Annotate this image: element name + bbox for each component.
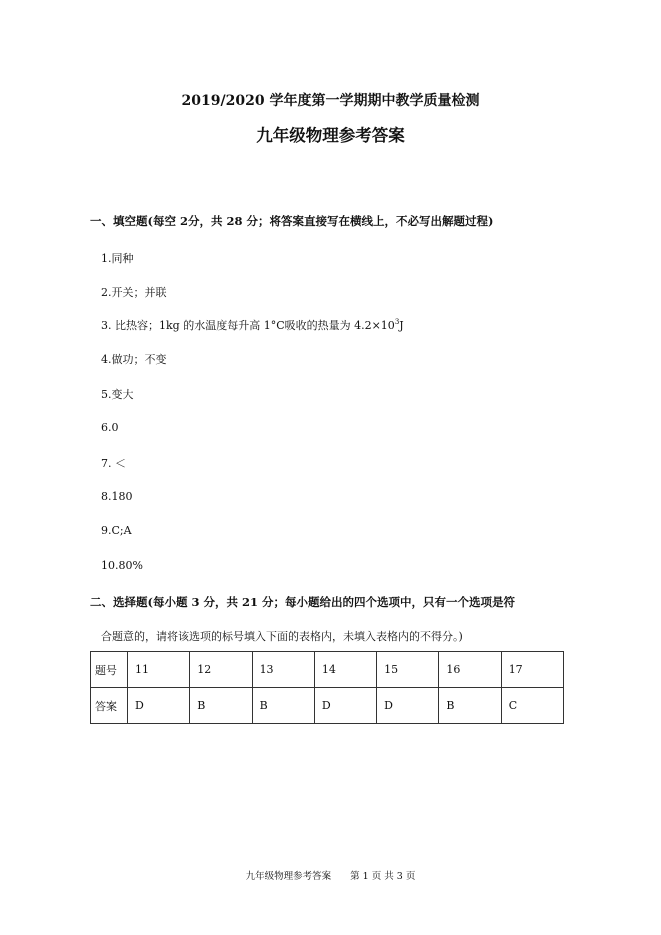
- table-cell-answer: B: [439, 688, 501, 724]
- section2-note: 合题意的，请将该选项的标号填入下面的表格内，未填入表格内的不得分。): [101, 630, 463, 643]
- answer-3: [101, 317, 404, 333]
- answer-4: 4.做功；不变: [101, 353, 167, 366]
- answer-6: 6.0: [101, 421, 119, 434]
- answer-2: 2.开关；并联: [101, 286, 167, 299]
- table-cell-number: 15: [377, 652, 439, 688]
- table-cell-number: 11: [128, 652, 190, 688]
- answer-5: 5.变大: [101, 388, 134, 401]
- table-cell-answer: C: [501, 688, 563, 724]
- table-cell-answer: D: [128, 688, 190, 724]
- table-row-label: 答案: [91, 688, 128, 724]
- answer-1: 1.同种: [101, 252, 134, 265]
- table-cell-answer: D: [314, 688, 376, 724]
- table-cell-number: 17: [501, 652, 563, 688]
- answer-3-unit: J: [399, 319, 404, 332]
- answer-3-text: 3. 比热容；1kg 的水温度每升高 1°C吸收的热量为 4.2×10: [101, 319, 395, 332]
- answer-8: 8.180: [101, 490, 133, 503]
- table-cell-number: 16: [439, 652, 501, 688]
- table-row-answers: [91, 688, 564, 724]
- table-cell-answer: B: [252, 688, 314, 724]
- document-subtitle: 九年级物理参考答案: [256, 126, 405, 145]
- table-row-label: 题号: [91, 652, 128, 688]
- table-cell-answer: D: [377, 688, 439, 724]
- table-row-numbers: [91, 652, 564, 688]
- answer-3-exponent: 3: [394, 318, 400, 326]
- table-cell-number: 13: [252, 652, 314, 688]
- section2-heading: 二、选择题(每小题 3 分，共 21 分；每小题给出的四个选项中，只有一个选项是符: [90, 595, 515, 609]
- answer-9: 9.C;A: [101, 524, 132, 537]
- page-footer: 九年级物理参考答案 第 1 页 共 3 页: [245, 871, 416, 882]
- answer-table: [90, 651, 564, 724]
- table-cell-number: 14: [314, 652, 376, 688]
- answer-10: 10.80%: [101, 559, 143, 572]
- answer-7: 7. ＜: [101, 457, 126, 470]
- table-cell-number: 12: [190, 652, 252, 688]
- table-cell-answer: B: [190, 688, 252, 724]
- section1-heading: 一、填空题(每空 2分，共 28 分；将答案直接写在横线上，不必写出解题过程): [90, 214, 494, 228]
- document-title: 2019/2020 学年度第一学期期中教学质量检测: [181, 93, 480, 109]
